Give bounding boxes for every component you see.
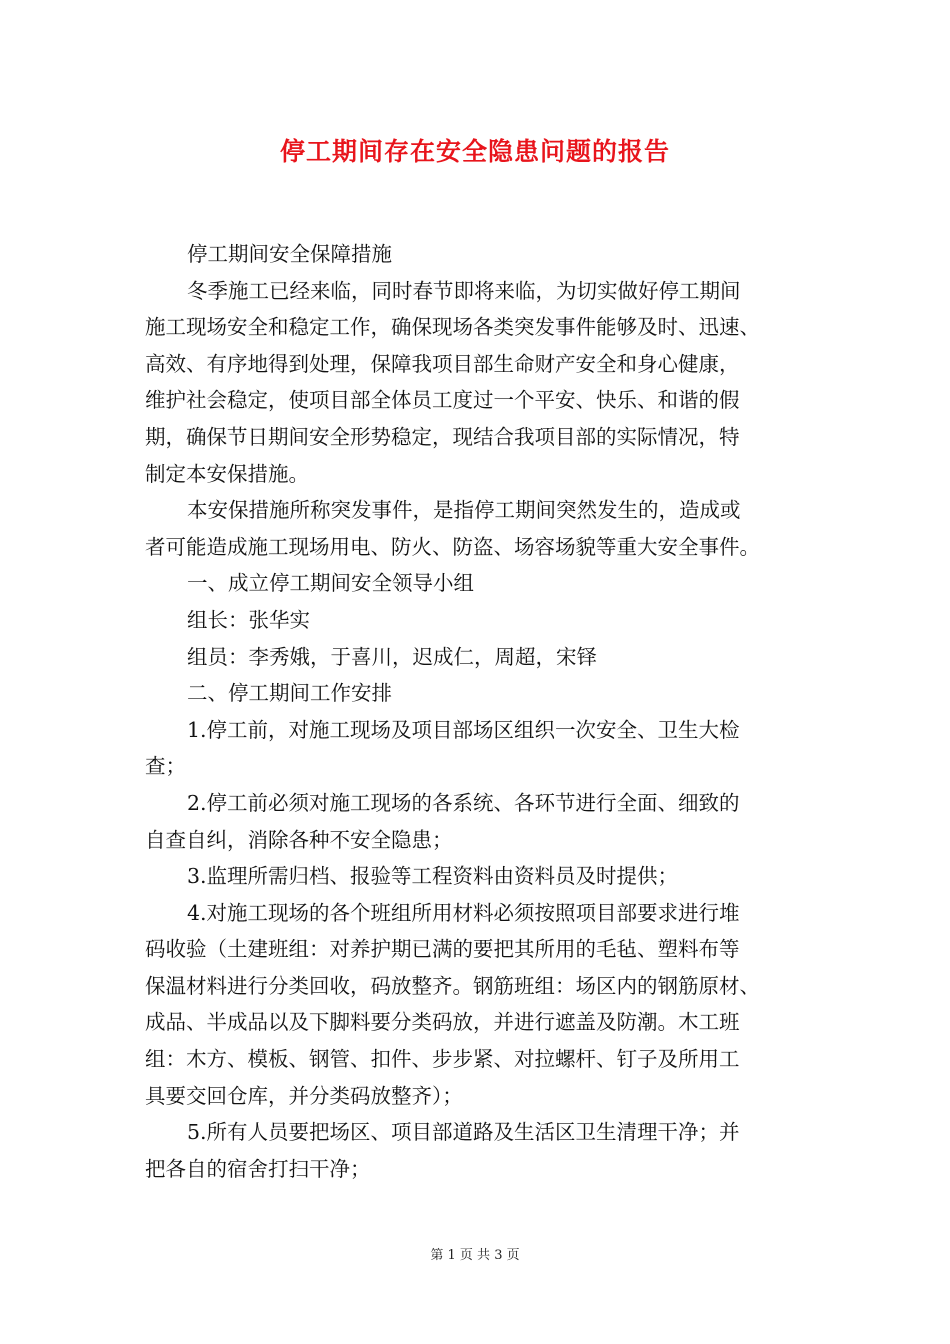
paragraph-line: 2.停工前必须对施工现场的各系统、各环节进行全面、细致的 xyxy=(187,790,740,815)
paragraph-line: 冬季施工已经来临，同时春节即将来临，为切实做好停工期间 xyxy=(187,278,741,303)
paragraph-line: 停工期间安全保障措施 xyxy=(187,242,392,266)
paragraph-line: 码收验（土建班组：对养护期已满的要把其所用的毛毡、塑料布等 xyxy=(145,937,740,962)
paragraph-line: 组：木方、模板、钢管、扣件、步步紧、对拉螺杆、钉子及所用工 xyxy=(145,1047,740,1072)
paragraph-line: 查； xyxy=(145,754,186,779)
paragraph-line: 4.对施工现场的各个班组所用材料必须按照项目部要求进行堆 xyxy=(187,900,740,925)
paragraph-line: 把各自的宿舍打扫干净； xyxy=(145,1156,371,1181)
paragraph-line: 自查自纠，消除各种不安全隐患； xyxy=(145,827,453,852)
paragraph-line: 高效、有序地得到处理，保障我项目部生命财产安全和身心健康， xyxy=(145,351,740,376)
paragraph-line: 1.停工前，对施工现场及项目部场区组织一次安全、卫生大检 xyxy=(187,717,740,742)
paragraph-line: 制定本安保措施。 xyxy=(145,461,309,486)
paragraph-line: 二、停工期间工作安排 xyxy=(187,681,392,706)
page-number-label: 第 1 页 共 3 页 xyxy=(430,1248,520,1263)
paragraph-line: 成品、半成品以及下脚料要分类码放，并进行遮盖及防潮。木工班 xyxy=(145,1010,740,1035)
paragraph-line: 3.监理所需归档、报验等工程资料由资料员及时提供； xyxy=(187,864,679,889)
paragraph-line: 维护社会稳定，使项目部全体员工度过一个平安、快乐、和谐的假 xyxy=(145,388,740,413)
page-footer xyxy=(0,1244,950,1263)
paragraph-line: 一、成立停工期间安全领导小组 xyxy=(187,571,474,596)
paragraph-line: 期，确保节日期间安全形势稳定，现结合我项目部的实际情况，特 xyxy=(145,424,740,449)
paragraph-line: 5.所有人员要把场区、项目部道路及生活区卫生清理干净；并 xyxy=(187,1120,740,1145)
paragraph-line: 本安保措施所称突发事件，是指停工期间突然发生的，造成或 xyxy=(187,498,741,523)
paragraph-line: 保温材料进行分类回收，码放整齐。钢筋班组：场区内的钢筋原材、 xyxy=(145,973,760,998)
paragraph-line: 组员：李秀娥，于喜川，迟成仁，周超，宋铎 xyxy=(187,644,597,669)
paragraph-line: 者可能造成施工现场用电、防火、防盗、场容场貌等重大安全事件。 xyxy=(145,534,760,559)
document-body xyxy=(145,236,815,1187)
paragraph-line: 组长：张华实 xyxy=(187,607,310,632)
paragraph-line: 施工现场安全和稳定工作，确保现场各类突发事件能够及时、迅速、 xyxy=(145,315,760,340)
document-title: 停工期间存在安全隐患问题的报告 xyxy=(279,137,670,166)
paragraph-line: 具要交回仓库，并分类码放整齐）； xyxy=(145,1083,463,1108)
